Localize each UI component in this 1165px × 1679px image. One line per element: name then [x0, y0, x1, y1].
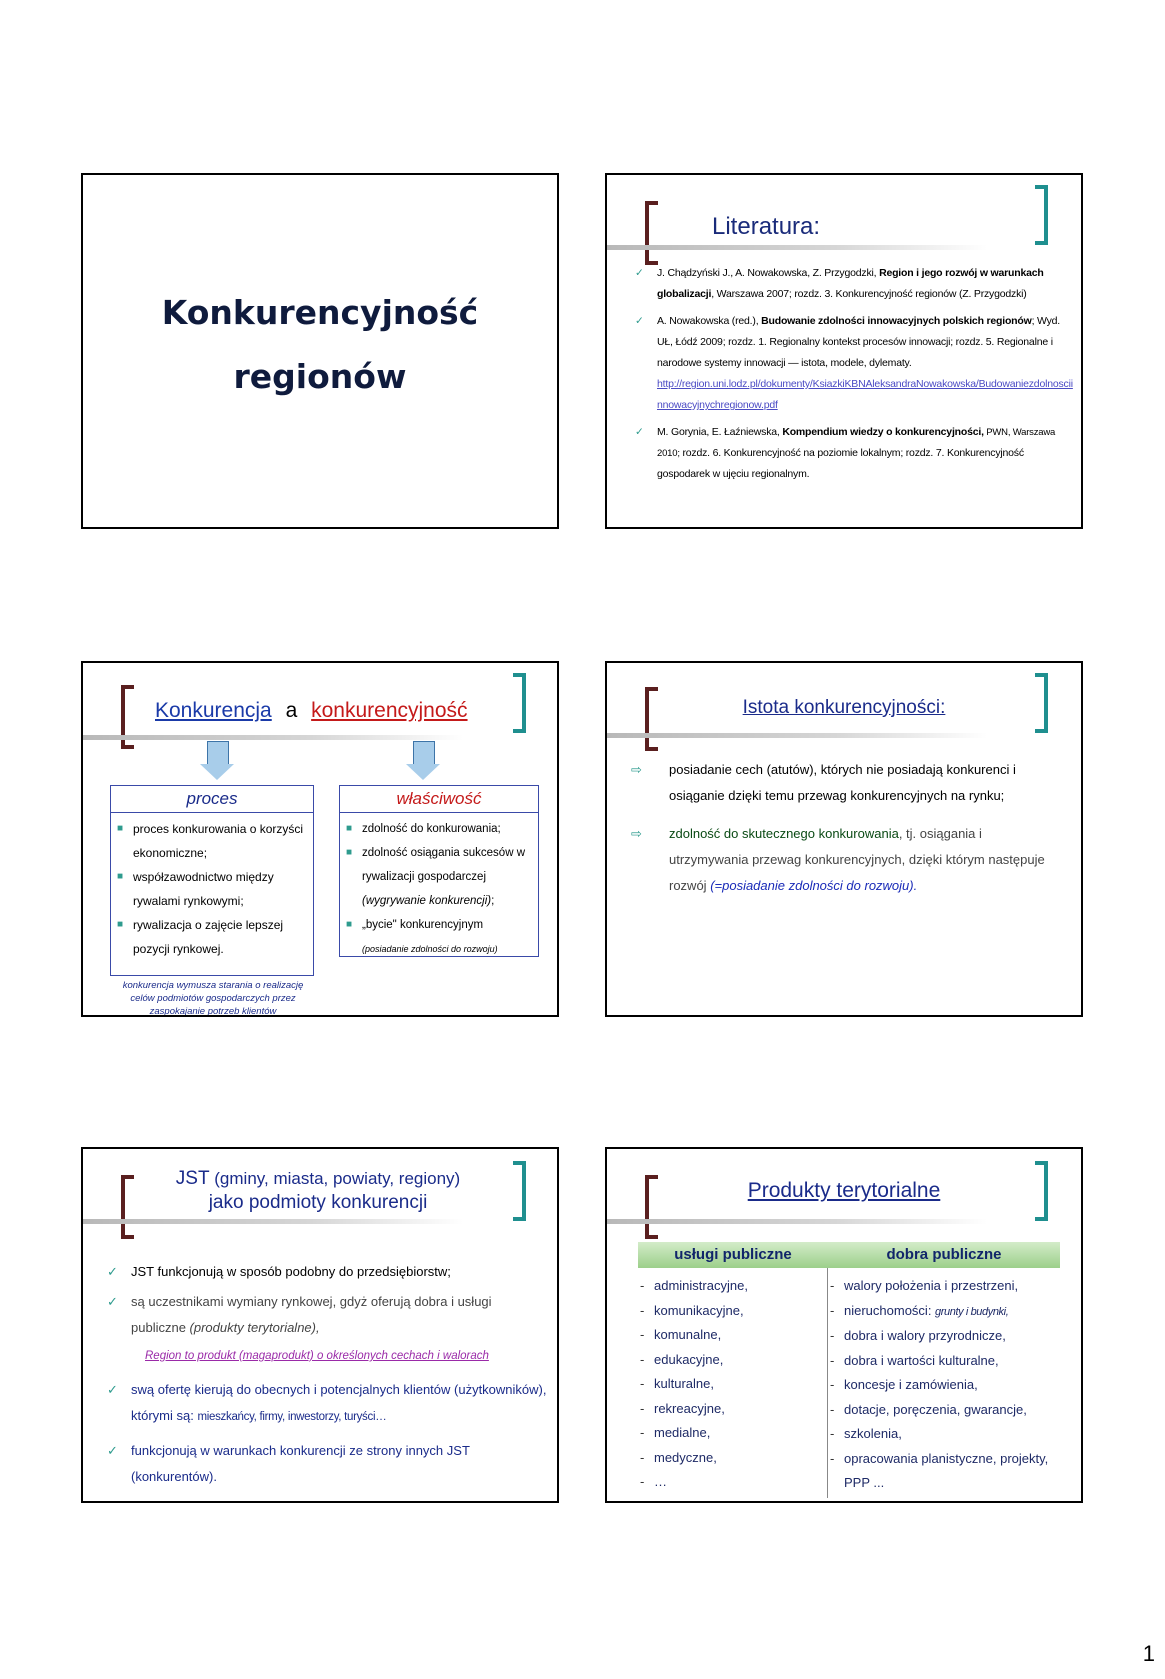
arrow-down-icon	[413, 741, 435, 766]
right-bracket	[1035, 185, 1048, 245]
title-underline	[83, 735, 463, 740]
ref3-book: Kompendium wiedzy o konkurencyjności,	[782, 426, 984, 438]
list-item: ✓ JST funkcjonują w sposób podobny do przedsiębiorstw;	[107, 1259, 547, 1285]
slide-heading: Produkty terytorialne	[747, 1179, 941, 1202]
essence-list	[631, 757, 1051, 899]
reference-2	[635, 311, 1075, 416]
footnote: konkurencja wymusza starania o realizację celów podmiotów gospodarczych przez zaspokajanie potrzeb klientów	[122, 980, 304, 1017]
ref3-publisher: PWN, Warszawa 2010;	[657, 427, 1056, 459]
list-item: ■ rywalizacja o zajęcie lepszej pozycji rynkowej.	[117, 918, 284, 956]
heading-paren: (gminy, miasta, powiaty, regiony)	[209, 1169, 461, 1188]
slide-title-line2: regionów	[233, 357, 407, 396]
jst-list	[107, 1259, 547, 1490]
process-list	[111, 817, 313, 961]
right-bracket	[513, 1161, 526, 1221]
list-item: ■ proces konkurowania o korzyści ekonomiczne;	[117, 822, 304, 860]
list-item: ■ zdolność do konkurowania;	[346, 823, 501, 835]
arrow-down-icon	[207, 741, 229, 766]
products-table	[638, 1242, 1060, 1490]
check-icon: ✓	[107, 1294, 118, 1309]
column-divider	[827, 1268, 828, 1498]
table-cell: - nieruchomości: grunty i budynki,	[830, 1302, 1009, 1318]
column-header-goods: dobra publiczne	[886, 1246, 1002, 1263]
check-icon: ✓	[635, 426, 644, 438]
property-box	[339, 785, 539, 957]
slide-jst	[81, 1147, 559, 1503]
ref1-book: Region i jego rozwój w warunkach globalizacji	[657, 267, 1044, 300]
ref1-authors: J. Chądzyński J., A. Nowakowska, Z. Przygodzki,	[657, 267, 880, 279]
table-cell: - medialne,	[640, 1425, 711, 1440]
page-number: 1	[1142, 1641, 1155, 1666]
table-cell: - dotacje, poręczenia, gwarancje,	[830, 1401, 1027, 1417]
ref1-rest: , Warszawa 2007; rozdz. 3. Konkurencyjność regionów (Z. Przygodzki)	[711, 288, 1027, 300]
check-icon: ✓	[107, 1443, 118, 1458]
table-cell: - dobra i wartości kulturalne,	[830, 1352, 999, 1368]
property-list	[340, 817, 538, 961]
slide-heading	[128, 1167, 508, 1215]
reference-list	[635, 263, 1075, 485]
list-item: ✓ funkcjonują w warunkach konkurencji ze strony innych JST (konkurentów).	[107, 1438, 547, 1490]
list-item: ⇨ posiadanie cech (atutów), których nie posiadają konkurenci i osiąganie dzięki temu przewag konkurencyjnych na rynku;	[631, 757, 1051, 809]
column-header-services: usługi publiczne	[674, 1246, 792, 1263]
check-icon: ✓	[635, 267, 644, 279]
heading-jst: JST	[175, 1168, 210, 1189]
left-bracket	[645, 201, 658, 265]
list-item: ⇨ zdolność do skutecznego konkurowania, tj. osiągania i utrzymywania przewag konkurencyjnych, dzięki którym następuje rozwój (=posiadanie zdolności do rozwoju).	[631, 821, 1051, 899]
table-header	[638, 1242, 1060, 1268]
slide-essence	[605, 661, 1083, 1017]
heading-competition: Konkurencja	[155, 699, 272, 722]
slide-heading	[155, 699, 468, 723]
list-item: ■ „bycie" konkurencyjnym (posiadanie zdolności do rozwoju)	[346, 919, 498, 954]
arrow-right-icon: ⇨	[631, 826, 642, 841]
ref2-book: Budowanie zdolności innowacyjnych polskich regionów	[761, 315, 1032, 327]
list-item: ✓ są uczestnikami wymiany rynkowej, gdyż oferują dobra i usługi publiczne (produkty terytorialne),	[107, 1289, 547, 1341]
list-item: ■ zdolność osiągania sukcesów w rywalizacji gospodarczej (wygrywanie konkurencji);	[346, 847, 526, 907]
table-cell: - administracyjne,	[640, 1278, 748, 1293]
ref3-authors: M. Gorynia, E. Łaźniewska,	[657, 426, 783, 438]
title-underline	[607, 733, 987, 738]
list-item: ✓ swą ofertę kierują do obecnych i potencjalnych klientów (użytkowników), którymi są: mieszkańcy, firmy, inwestorzy, turyści…	[107, 1377, 547, 1430]
region-product-link[interactable]: Region to produkt (magaprodukt) o określonych cechach i walorach	[145, 1350, 489, 1362]
heading-connector: a	[285, 699, 298, 722]
table-cell: - …	[640, 1474, 667, 1489]
title-underline	[607, 1219, 987, 1224]
list-item: ■ współzawodnictwo między rywalami rynkowymi;	[117, 870, 274, 908]
ref3-rest: rozdz. 6. Konkurencyjność na poziomie lokalnym; rozdz. 7. Konkurencyjność gospodarek w ujęciu regionalnym.	[657, 447, 1024, 480]
slide-title-line1: Konkurencyjność	[161, 293, 479, 332]
title-underline	[607, 245, 987, 250]
slide-literature	[605, 173, 1083, 529]
goods-column	[830, 1274, 1062, 1496]
table-cell: - opracowania planistyczne, projekty, PPP ...	[830, 1450, 1049, 1490]
heading-line2: jako podmioty konkurencji	[208, 1192, 428, 1213]
ref2-authors: A. Nowakowska (red.),	[657, 315, 762, 327]
slide-competition-vs-competitiveness	[81, 661, 559, 1017]
table-cell: - szkolenia,	[830, 1426, 902, 1441]
table-cell: - dobra i walory przyrodnicze,	[830, 1328, 1006, 1343]
ref2-rest: ; Wyd. UŁ, Łódź 2009; rozdz. 1. Regionalny kontekst procesów innowacji; rozdz. 5. Regionalne i narodowe systemy innowacji — istota, modele, dylematy.	[657, 315, 1061, 369]
arrow-right-icon: ⇨	[631, 762, 642, 777]
services-column	[640, 1274, 748, 1495]
table-cell: - koncesje i zamówienia,	[830, 1377, 978, 1392]
table-cell: - komunalne,	[640, 1327, 722, 1342]
table-cell: - walory położenia i przestrzeni,	[830, 1278, 1019, 1293]
slide-title	[81, 173, 559, 529]
table-cell: - komunikacyjne,	[640, 1302, 744, 1318]
slide-heading: Istota konkurencyjności:	[742, 697, 946, 718]
slide-heading: Literatura:	[712, 213, 821, 240]
title-underline	[83, 1219, 463, 1224]
check-icon: ✓	[107, 1264, 118, 1279]
process-header: proces	[111, 786, 313, 813]
heading-competitiveness: konkurencyjność	[311, 699, 468, 722]
check-icon: ✓	[635, 315, 644, 327]
table-cell: - edukacyjne,	[640, 1351, 724, 1367]
slide-territorial-products	[605, 1147, 1083, 1503]
process-box	[110, 785, 314, 976]
property-header: właściwość	[340, 786, 538, 813]
right-bracket	[513, 673, 526, 733]
reference-3	[635, 422, 1075, 485]
table-cell: - rekreacyjne,	[640, 1400, 725, 1416]
ref2-link[interactable]: http://region.uni.lodz.pl/dokumenty/KsiazkiKBNAleksandraNowakowska/Budowaniezdolnosciinnowacyjnychregionow.pdf	[657, 378, 1073, 411]
reference-1	[635, 263, 1075, 305]
check-icon: ✓	[107, 1382, 118, 1397]
table-cell: - kulturalne,	[640, 1376, 714, 1391]
table-cell: - medyczne,	[640, 1449, 717, 1465]
